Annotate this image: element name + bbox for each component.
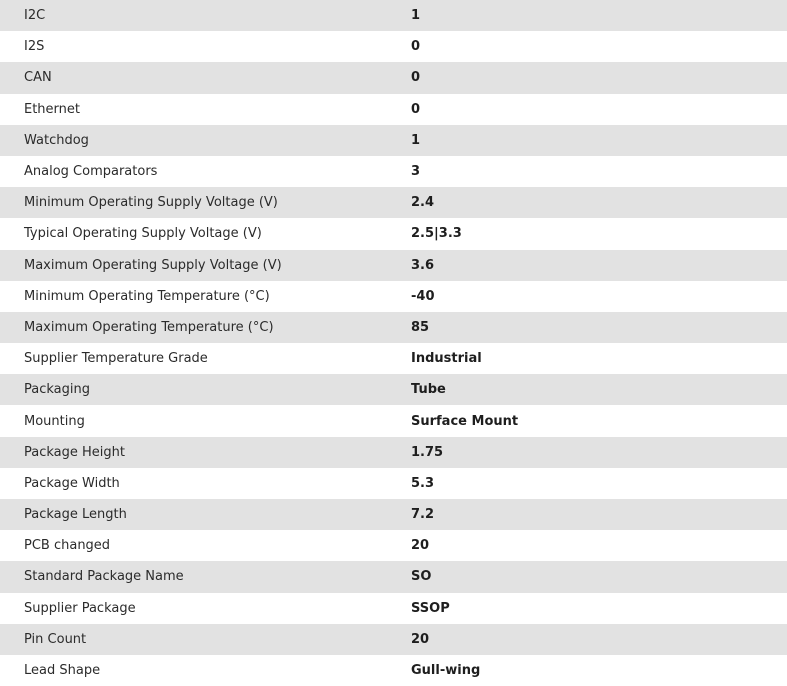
spec-value: 2.4	[411, 195, 435, 211]
spec-label: CAN	[24, 70, 52, 86]
spec-row	[0, 405, 787, 436]
spec-value: 7.2	[411, 507, 435, 523]
spec-row	[0, 312, 787, 343]
spec-value: Surface Mount	[411, 413, 519, 429]
spec-label: Typical Operating Supply Voltage (V)	[24, 226, 262, 242]
spec-value: 1	[411, 132, 421, 148]
spec-row	[0, 655, 787, 686]
spec-label: Package Length	[24, 507, 127, 523]
spec-row	[0, 31, 787, 62]
spec-row	[0, 437, 787, 468]
spec-value: 20	[411, 631, 430, 647]
spec-label: Minimum Operating Temperature (°C)	[24, 288, 270, 304]
spec-row	[0, 125, 787, 156]
spec-row	[0, 250, 787, 281]
spec-value: 3.6	[411, 257, 435, 273]
spec-value: 3	[411, 164, 421, 180]
spec-label: I2S	[24, 39, 45, 55]
spec-value: Industrial	[411, 351, 482, 367]
spec-value: 0	[411, 39, 421, 55]
spec-row	[0, 624, 787, 655]
spec-label: Maximum Operating Supply Voltage (V)	[24, 257, 282, 273]
spec-label: I2C	[24, 8, 46, 24]
spec-value: Gull-wing	[411, 663, 481, 679]
spec-value: Tube	[411, 382, 446, 398]
spec-row	[0, 561, 787, 592]
spec-row	[0, 218, 787, 249]
spec-row	[0, 343, 787, 374]
spec-label: Minimum Operating Supply Voltage (V)	[24, 195, 278, 211]
spec-row	[0, 187, 787, 218]
spec-row	[0, 499, 787, 530]
spec-row	[0, 374, 787, 405]
spec-value: SO	[411, 569, 432, 585]
spec-value: 20	[411, 538, 430, 554]
spec-row	[0, 593, 787, 624]
spec-value: -40	[411, 288, 435, 304]
spec-row	[0, 281, 787, 312]
spec-label: Pin Count	[24, 631, 87, 647]
spec-label: PCB changed	[24, 538, 111, 554]
spec-value: 1	[411, 8, 421, 24]
spec-label: Supplier Temperature Grade	[24, 351, 208, 367]
spec-label: Mounting	[24, 413, 85, 429]
spec-value: 0	[411, 101, 421, 117]
spec-value: SSOP	[411, 600, 450, 616]
spec-label: Analog Comparators	[24, 164, 158, 180]
spec-label: Packaging	[24, 382, 90, 398]
spec-value: 85	[411, 319, 430, 335]
spec-value: 0	[411, 70, 421, 86]
spec-row	[0, 94, 787, 125]
spec-value: 5.3	[411, 475, 435, 491]
spec-label: Lead Shape	[24, 663, 101, 679]
spec-row	[0, 156, 787, 187]
spec-row	[0, 530, 787, 561]
spec-label: Standard Package Name	[24, 569, 184, 585]
spec-row	[0, 0, 787, 31]
spec-value: 1.75	[411, 444, 444, 460]
spec-label: Package Width	[24, 475, 120, 491]
spec-label: Watchdog	[24, 132, 89, 148]
spec-value: 2.5|3.3	[411, 226, 462, 242]
spec-label: Supplier Package	[24, 600, 136, 616]
spec-row	[0, 62, 787, 93]
spec-label: Maximum Operating Temperature (°C)	[24, 319, 274, 335]
spec-label: Ethernet	[24, 101, 80, 117]
spec-row	[0, 468, 787, 499]
spec-label: Package Height	[24, 444, 125, 460]
